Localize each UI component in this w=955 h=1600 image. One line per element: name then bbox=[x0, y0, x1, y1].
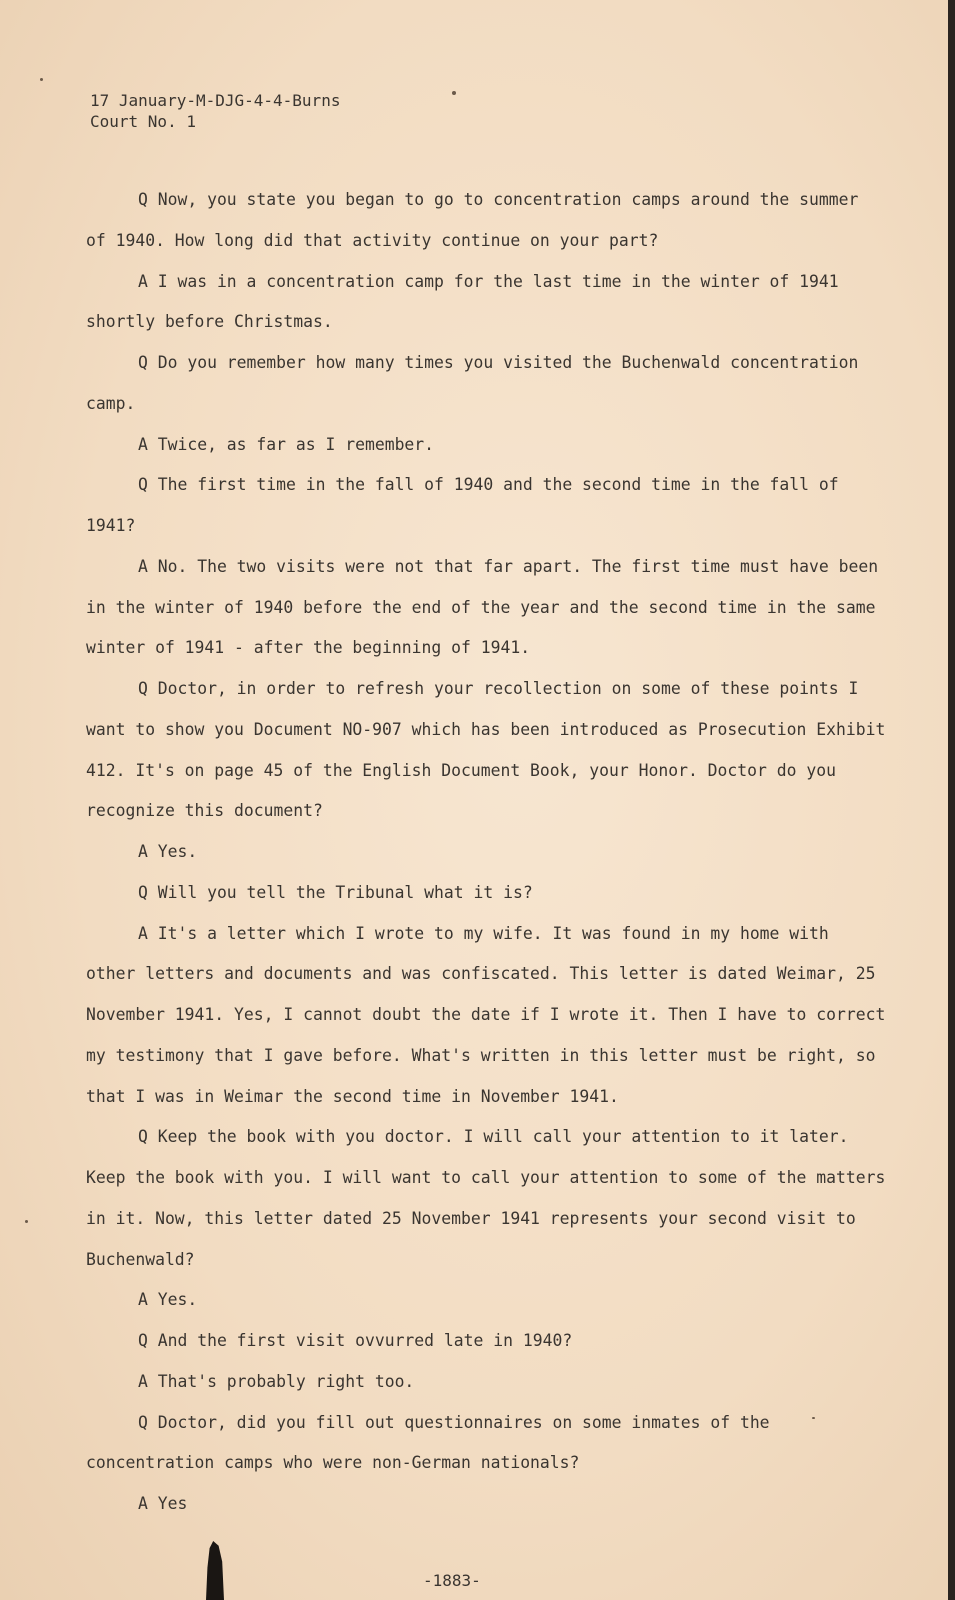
testimony-paragraph: Q Keep the book with you doctor. I will call your attention to it later. Keep the book with you. I will want to call your attention to some of the matters in it. Now, this letter dated 25 November 1941 represents your second visit to Buchenwald? bbox=[86, 1127, 886, 1269]
paper-speck bbox=[812, 1417, 815, 1419]
testimony-paragraph: Q Will you tell the Tribunal what it is? bbox=[138, 882, 533, 902]
testimony-paragraph: Q Doctor, in order to refresh your recollection on some of these points I want to show you Document NO-907 which has been introduced as Prosecution Exhibit 412. It's on page 45 of the English Document Book, your Honor. Doctor do you recognize this document? bbox=[86, 679, 886, 821]
document-header bbox=[90, 90, 340, 132]
header-session-line: 17 January-M-DJG-4-4-Burns bbox=[90, 91, 341, 110]
testimony-paragraph: A That's probably right too. bbox=[138, 1371, 415, 1391]
testimony-paragraph: A Yes bbox=[138, 1494, 188, 1513]
testimony-paragraph: Q Doctor, did you fill out questionnaires on some inmates of the concentration camps who were non-German nationals? bbox=[86, 1412, 770, 1473]
paper-speck bbox=[25, 1220, 28, 1223]
page-number: -1883- bbox=[423, 1571, 481, 1590]
testimony-paragraph: A I was in a concentration camp for the last time in the winter of 1941 shortly before Christmas. bbox=[86, 271, 839, 332]
testimony-paragraph: Q The first time in the fall of 1940 and the second time in the fall of 1941? bbox=[86, 475, 839, 535]
scan-edge bbox=[948, 0, 955, 1600]
testimony-paragraph: Q And the first visit ovvurred late in 1940? bbox=[138, 1331, 573, 1350]
header-court-line: Court No. 1 bbox=[90, 112, 196, 131]
testimony-paragraph: Q Now, you state you began to go to concentration camps around the summer of 1940. How long did that activity continue on your part? bbox=[86, 190, 859, 250]
paper-speck bbox=[40, 78, 43, 81]
testimony-paragraph: A No. The two visits were not that far apart. The first time must have been in the winter of 1940 before the end of the year and the second time in the same winter of 1941 - after the beginning of 1941. bbox=[86, 556, 879, 658]
testimony-paragraph: A Yes. bbox=[138, 1290, 198, 1310]
paper-tear bbox=[206, 1541, 224, 1600]
testimony-paragraph: A Twice, as far as I remember. bbox=[138, 434, 435, 454]
testimony-paragraph: A It's a letter which I wrote to my wife. It was found in my home with other letters and documents and was confiscated. This letter is dated Weimar, 25 November 1941. Yes, I cannot doubt the date if I wrote it. Then I have to correct my testimony that I gave before. What's written in this letter must be right, so that I was in Weimar the second time in November 1941. bbox=[86, 923, 886, 1106]
paper-speck bbox=[452, 91, 456, 95]
testimony-paragraph: Q Do you remember how many times you visited the Buchenwald concentration camp. bbox=[86, 353, 859, 413]
testimony-body bbox=[86, 180, 886, 1525]
testimony-paragraph: A Yes. bbox=[138, 842, 198, 861]
